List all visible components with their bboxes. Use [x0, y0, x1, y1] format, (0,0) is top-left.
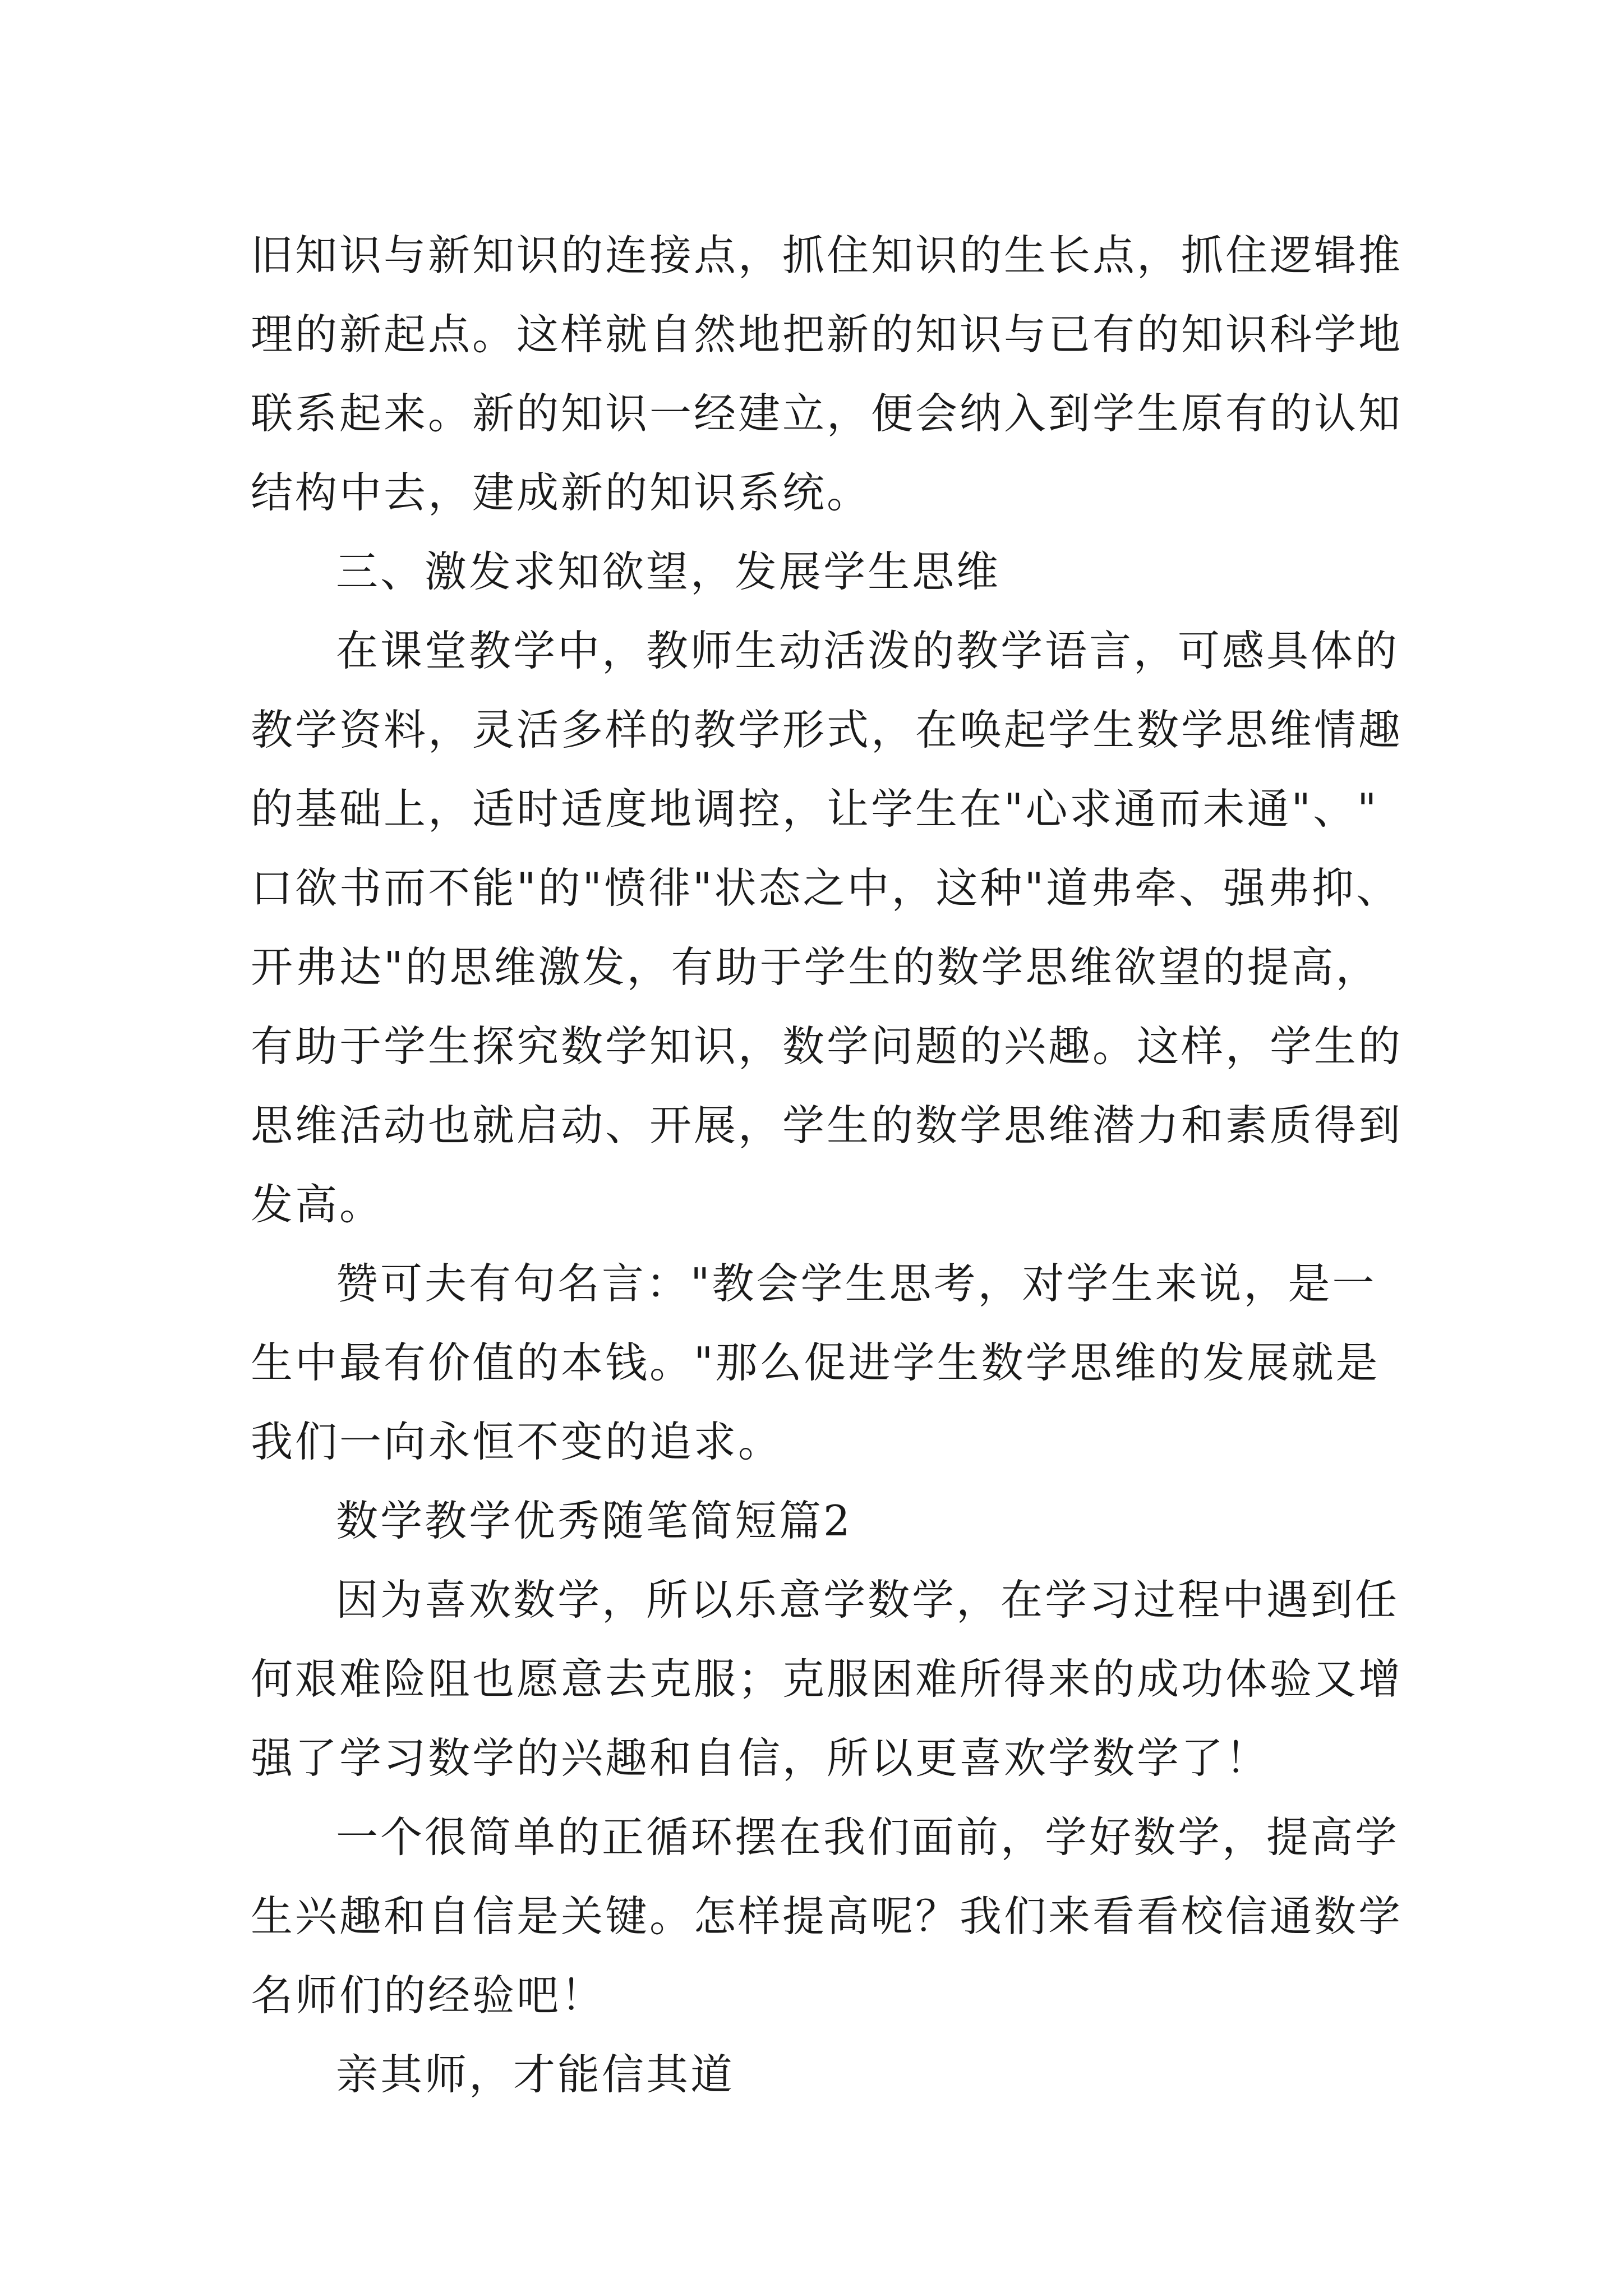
text-line: 我们一向永恒不变的追求。: [251, 1417, 783, 1466]
text-line: 口欲书而不能"的"愤徘"状态之中，这种"道弗牵、强弗抑、: [251, 863, 1400, 913]
text-line: 数学教学优秀随笔简短篇2: [336, 1496, 852, 1545]
text-line: 开弗达"的思维激发，有助于学生的数学思维欲望的提高，: [251, 942, 1380, 992]
text-line: 联系起来。新的知识一经建立，便会纳入到学生原有的认知: [251, 389, 1403, 438]
text-line: 在课堂教学中，教师生动活泼的教学语言，可感具体的: [336, 626, 1400, 675]
text-line: 发高。: [251, 1180, 384, 1229]
text-line: 亲其师，才能信其道: [336, 2050, 735, 2099]
text-line: 有助于学生探究数学知识，数学问题的兴趣。这样，学生的: [251, 1022, 1403, 1071]
text-line: 的基础上，适时适度地调控，让学生在"心求通而未通"、": [251, 784, 1379, 834]
text-line: 三、激发求知欲望，发展学生思维: [336, 547, 1001, 596]
text-line: 强了学习数学的兴趣和自信，所以更喜欢学数学了！: [251, 1733, 1270, 1783]
text-line: 生中最有价值的本钱。"那么促进学生数学思维的发展就是: [251, 1338, 1380, 1387]
text-line: 理的新起点。这样就自然地把新的知识与已有的知识科学地: [251, 310, 1403, 359]
body-text: [251, 216, 1403, 2114]
text-line: 思维活动也就启动、开展，学生的数学思维潜力和素质得到: [251, 1101, 1403, 1150]
text-line: 因为喜欢数学，所以乐意学数学，在学习过程中遇到任: [336, 1575, 1400, 1625]
text-line: 旧知识与新知识的连接点，抓住知识的生长点，抓住逻辑推: [251, 231, 1403, 280]
text-line: 赞可夫有句名言："教会学生思考，对学生来说，是一: [336, 1259, 1377, 1308]
text-line: 教学资料，灵活多样的教学形式，在唤起学生数学思维情趣: [251, 705, 1403, 754]
text-line: 名师们的经验吧！: [251, 1971, 606, 2020]
text-line: 一个很简单的正循环摆在我们面前，学好数学，提高学: [336, 1812, 1400, 1862]
text-line: 何艰难险阻也愿意去克服；克服困难所得来的成功体验又增: [251, 1654, 1403, 1704]
text-line: 生兴趣和自信是关键。怎样提高呢？我们来看看校信通数学: [251, 1892, 1403, 1941]
text-line: 结构中去，建成新的知识系统。: [251, 468, 872, 517]
